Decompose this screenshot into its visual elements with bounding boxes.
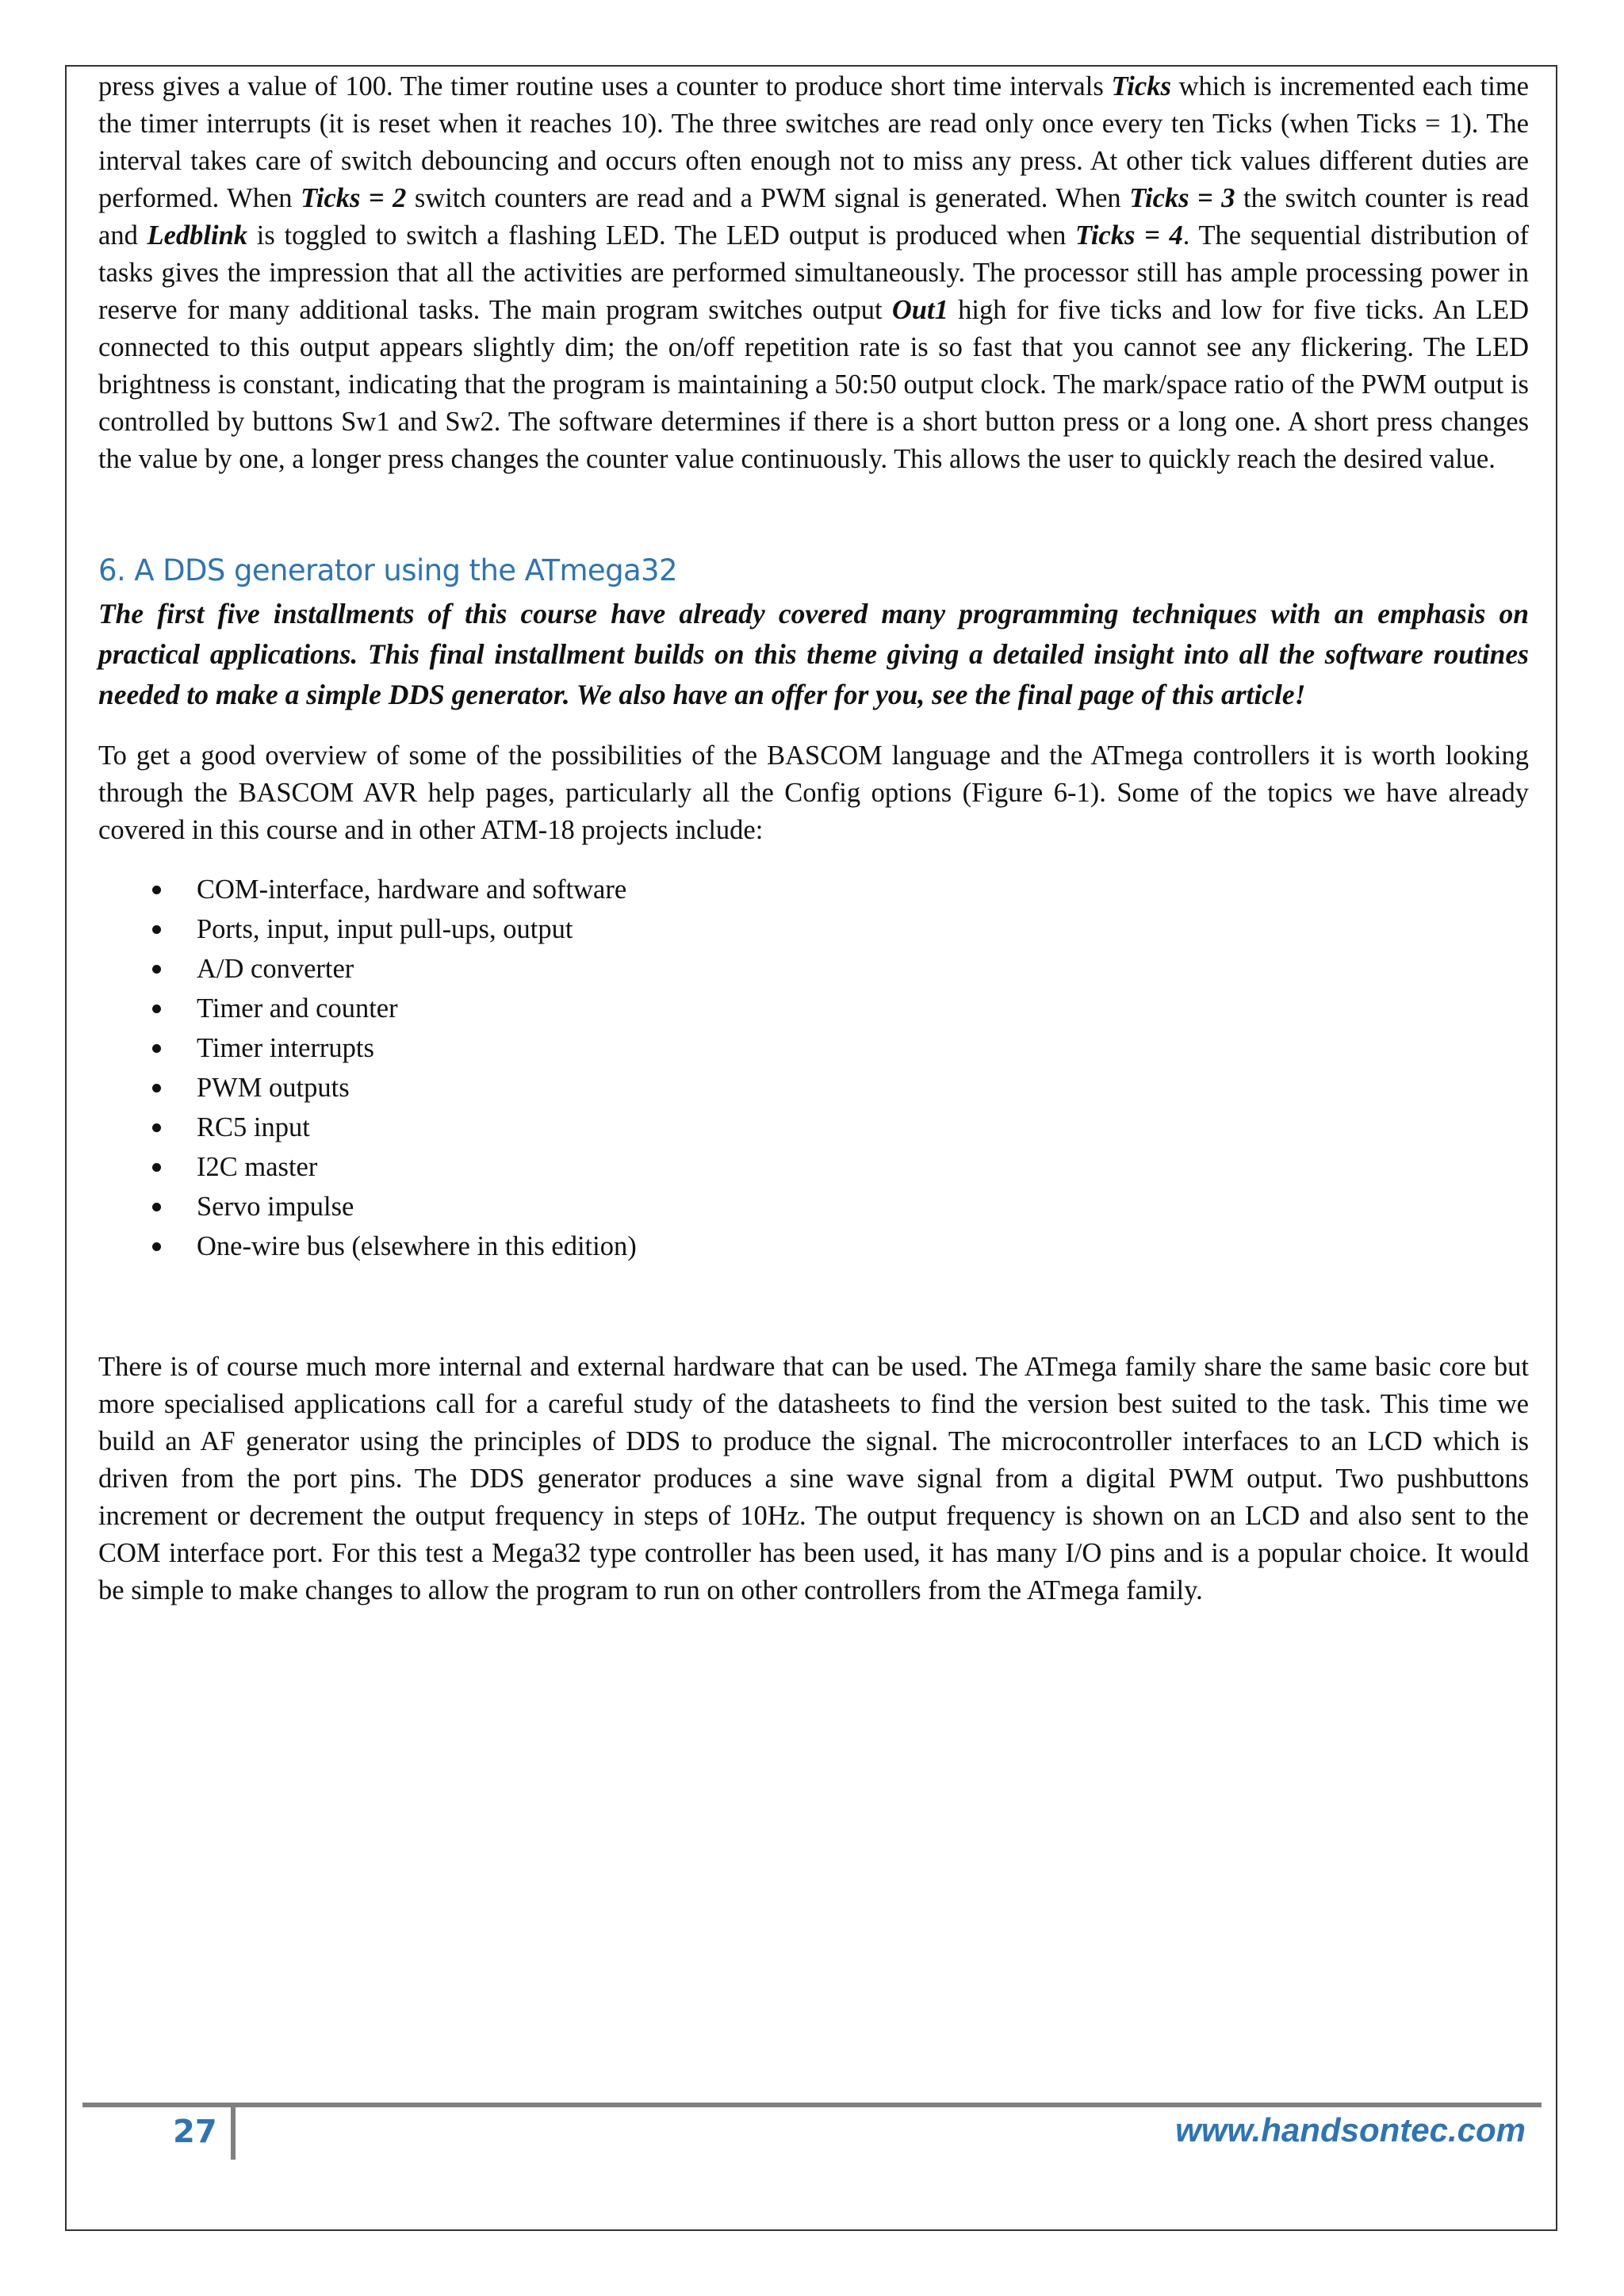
list-item-label: Timer and counter [197,993,398,1024]
text-run: . The sequential distribution of tasks gives the impression that all the activities are performed simultaneously. The processor still has ample processing power in reserve for many additional tasks. The main program switches output [98,220,1529,325]
list-item-label: COM-interface, hardware and software [197,874,627,905]
bullet-icon [152,1203,161,1211]
list-item [98,1226,1529,1266]
list-item [98,1068,1529,1108]
footer-rule [82,2103,1542,2107]
list-item-label: Servo impulse [197,1192,354,1222]
section-heading: 6. A DDS generator using the ATmega32 [98,553,677,587]
list-item-label: A/D converter [197,954,354,984]
hardware-paragraph: There is of course much more internal and external hardware that can be used. The ATmega family share the same basic core but more specialised applications call for a careful study of the datasheets to find the version best suited to the task. This time we build an AF generator using the principles of DDS to produce the signal. The microcontroller interfaces to an LCD which is driven from the port pins. The DDS generator produces a sine wave signal from a digital PWM output. Two pushbuttons increment or decrement the output frequency in steps of 10Hz. The output frequency is shown on an LCD and also sent to the COM interface port. For this test a Mega32 type controller has been used, it has many I/O pins and is a popular choice. It would be simple to make changes to allow the program to run on other controllers from the ATmega family. [98,1352,1529,1605]
list-item-label: PWM outputs [197,1073,350,1103]
list-item-label: Timer interrupts [197,1033,374,1063]
bullet-icon [152,886,161,894]
text-run: the switch counter is read and [98,183,1530,251]
bullet-icon [152,1242,161,1251]
footer-divider [231,2106,236,2160]
website-link[interactable]: www.handsontec.com [1175,2111,1526,2149]
topics-list [98,870,1529,1266]
bullet-icon [152,1084,161,1093]
section-lead: The first five installments of this course have already covered many programming techniques with an emphasis on practical applications. This final installment builds on this theme giving a detailed insight into all the software routines needed to make a simple DDS generator. We also have an offer for you, see the final page of this article! [98,598,1529,710]
list-item [98,909,1529,949]
text-run: which is incremented each time the timer interrupts (it is reset when it reaches 10). The three switches are read only once every ten Ticks (when Ticks = 1). The interval takes care of switch debouncing and occurs often enough not to miss any press. At other tick values different duties are performed. When [98,71,1529,213]
bullet-icon [152,1163,161,1172]
bullet-icon [152,1004,161,1013]
overview-paragraph: To get a good overview of some of the possibilities of the BASCOM language and the ATmega controllers it is worth looking through the BASCOM AVR help pages, particularly all the Config options (Figure 6-1). Some of the topics we have already covered in this course and in other ATM-18 projects include: [98,740,1529,845]
emphasis-ticks: Ticks [1111,71,1171,101]
list-item [98,870,1529,909]
list-item-label: Ports, input, input pull-ups, output [197,914,573,944]
bullet-icon [152,1123,161,1132]
list-item-label: I2C master [197,1152,318,1182]
text-run: is toggled to switch a flashing LED. The LED output is produced when [247,220,1076,251]
emphasis-ticks-2: Ticks = 2 [301,183,407,213]
page-content [98,68,1529,1609]
list-item-label: RC5 input [197,1112,310,1142]
list-item-label: One-wire bus (elsewhere in this edition) [197,1231,637,1261]
emphasis-out1: Out1 [891,295,948,325]
list-item [98,1108,1529,1147]
emphasis-ledblink: Ledblink [147,220,248,251]
page-number: 27 [173,2114,217,2150]
text-run: switch counters are read and a PWM signal is generated. When [406,183,1130,213]
text-run: press gives a value of 100. The timer routine uses a counter to produce short time intervals [98,71,1112,101]
list-item [98,989,1529,1028]
bullet-icon [152,965,161,974]
list-item [98,949,1529,989]
list-item [98,1187,1529,1226]
text-run: high for five ticks and low for five ticks. An LED connected to this output appears slightly dim; the on/off repetition rate is so fast that you cannot see any flickering. The LED brightness is constant, indicating that the program is maintaining a 50:50 output clock. The mark/space ratio of the PWM output is controlled by buttons Sw1 and Sw2. The software determines if there is a short button press or a long one. A short press changes the value by one, a longer press changes the counter value continuously. This allows the user to quickly reach the desired value. [98,295,1529,474]
bullet-icon [152,1044,161,1053]
emphasis-ticks-3: Ticks = 3 [1129,183,1235,213]
list-item [98,1028,1529,1068]
bullet-icon [152,925,161,934]
list-item [98,1147,1529,1187]
intro-paragraph [98,68,1529,478]
emphasis-ticks-4: Ticks = 4 [1075,220,1183,251]
